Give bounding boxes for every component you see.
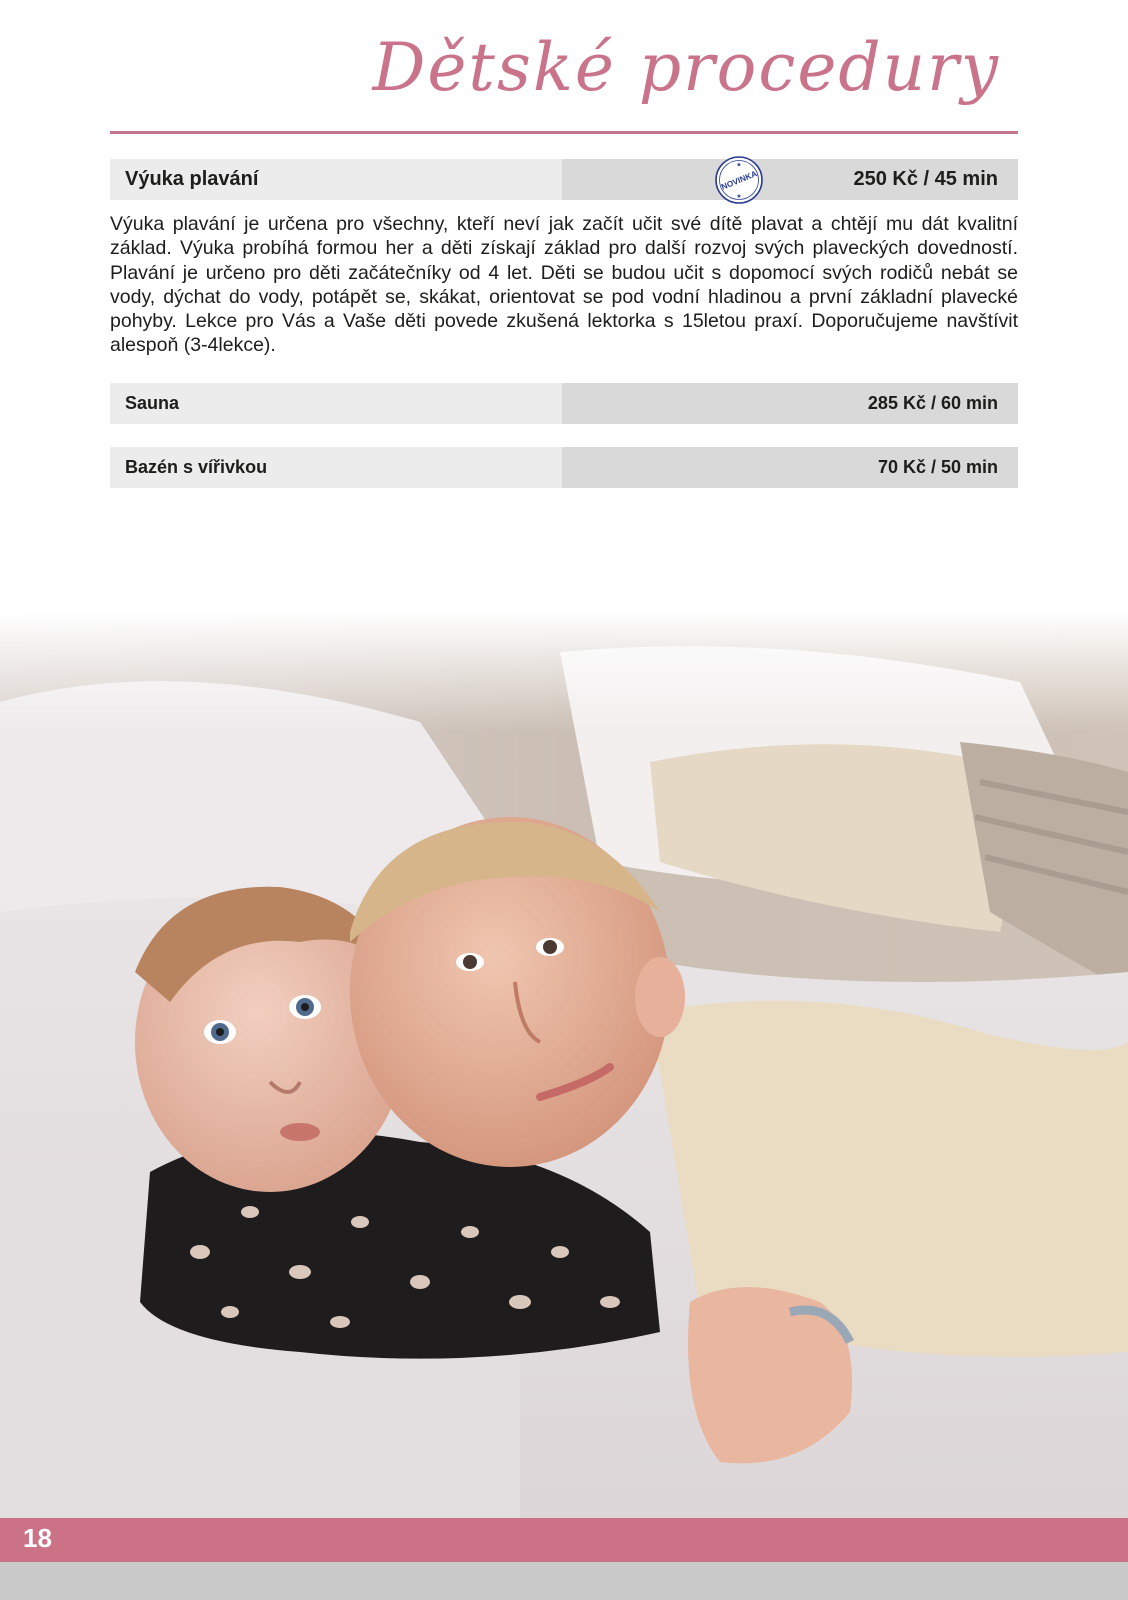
service-price-cell (562, 159, 1018, 200)
new-stamp-icon (714, 155, 764, 205)
title-divider (110, 131, 1018, 134)
svg-text:★: ★ (736, 194, 742, 200)
service-row-sauna (110, 383, 1018, 424)
service-price: 285 Kč / 60 min (562, 383, 1018, 424)
badge-label: NOVINKA (719, 169, 759, 192)
footer-band (0, 1518, 1128, 1562)
page-title: Dětské procedury (372, 29, 1000, 106)
page-number: 18 (23, 1523, 52, 1553)
service-name: Bazén s vířivkou (110, 447, 562, 488)
service-row-pool (110, 447, 1018, 488)
service-name: Výuka plavání (110, 159, 562, 200)
svg-text:★: ★ (736, 162, 742, 169)
service-price: 70 Kč / 50 min (562, 447, 1018, 488)
service-row-swimming-lessons (110, 159, 1018, 200)
service-name: Sauna (110, 383, 562, 424)
children-on-bed-photo (0, 612, 1128, 1518)
service-description: Výuka plavání je určena pro všechny, kteří neví jak začít učit své dítě plavat a chtějí mu dát kvalitní základ. Výuka probíhá formou her a děti získají základ pro další rozvoj svých plaveckých dovedností. Plavání je určeno pro děti začátečníky od 4 let. Děti se budou učit s dopomocí svých rodičů nebát se vody, dýchat do vody, potápět se, skákat, orientovat se pod vodní hladinou a první základní plavecké pohyby. Lekce pro Vás a Vaše děti povede zkušená lektorka s 15letou praxí. Doporučujeme navštívit alespoň (3-4lekce). (110, 213, 1018, 357)
footer-strip (0, 1562, 1128, 1600)
service-price: 250 Kč / 45 min (853, 168, 998, 190)
